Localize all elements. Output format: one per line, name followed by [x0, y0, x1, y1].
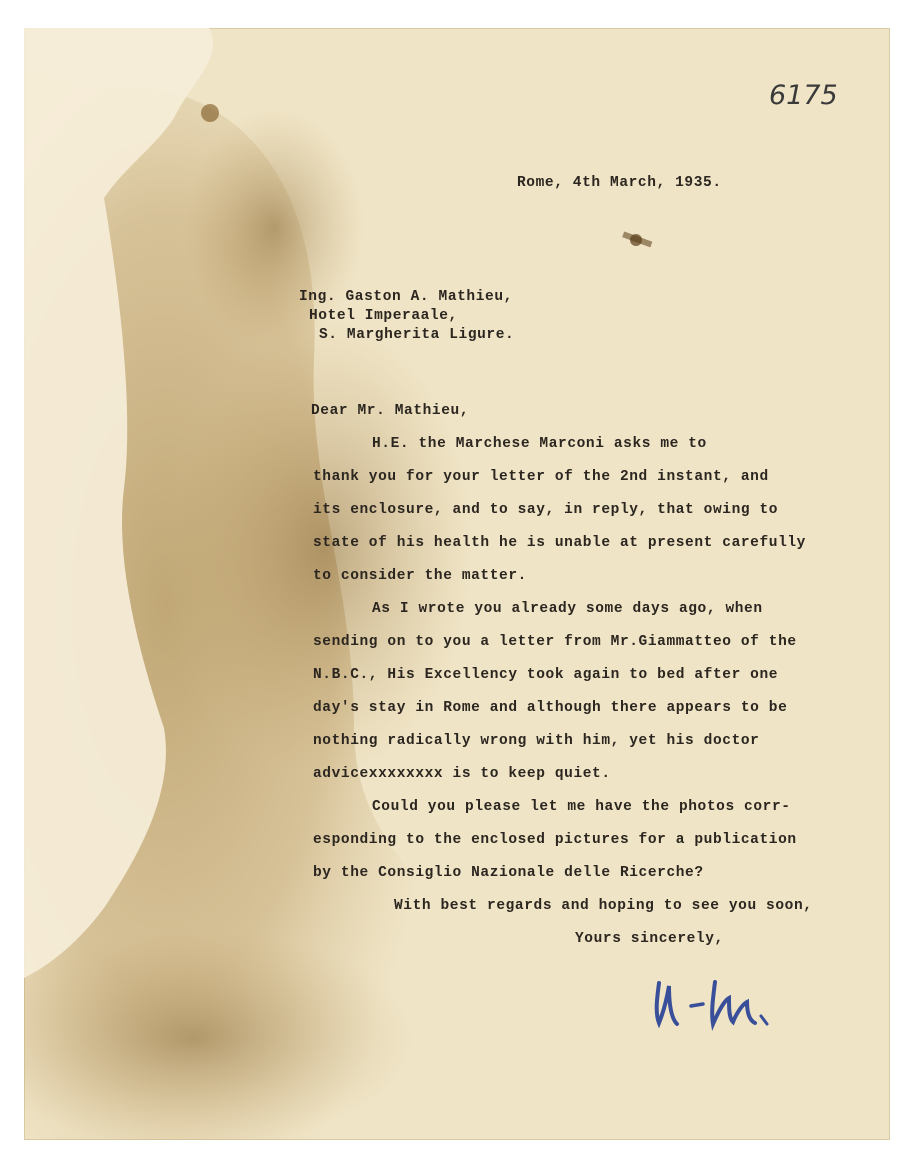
body-line: sending on to you a letter from Mr.Giammatteo of the	[313, 634, 797, 650]
body-line: esponding to the enclosed pictures for a publication	[313, 832, 797, 848]
body-line: its enclosure, and to say, in reply, that owing to	[313, 502, 779, 518]
archive-number: 6175	[769, 80, 838, 111]
body-line: With best regards and hoping to see you soon,	[394, 898, 813, 914]
letter-sheet	[24, 28, 890, 1140]
salutation: Dear Mr. Mathieu,	[311, 403, 470, 419]
body-line: N.B.C., His Excellency took again to bed after one	[313, 667, 779, 683]
body-line: As I wrote you already some days ago, when	[372, 601, 763, 617]
recipient-name: Ing. Gaston A. Mathieu,	[299, 289, 513, 305]
closing: Yours sincerely,	[575, 931, 724, 947]
body-line: day's stay in Rome and although there appears to be	[313, 700, 788, 716]
body-line: advicexxxxxxxx is to keep quiet.	[313, 766, 611, 782]
body-line: nothing radically wrong with him, yet his doctor	[313, 733, 760, 749]
body-line: by the Consiglio Nazionale delle Ricerche?	[313, 865, 704, 881]
body-line: H.E. the Marchese Marconi asks me to	[372, 436, 707, 452]
dateline: Rome, 4th March, 1935.	[517, 175, 722, 191]
body-line: to consider the matter.	[313, 568, 527, 584]
handwritten-signature	[649, 968, 779, 1038]
body-line: thank you for your letter of the 2nd instant, and	[313, 469, 769, 485]
body-line: state of his health he is unable at present carefully	[313, 535, 806, 551]
recipient-town: S. Margherita Ligure.	[319, 327, 515, 343]
recipient-hotel: Hotel Imperaale,	[309, 308, 458, 324]
body-line: Could you please let me have the photos corr-	[372, 799, 791, 815]
